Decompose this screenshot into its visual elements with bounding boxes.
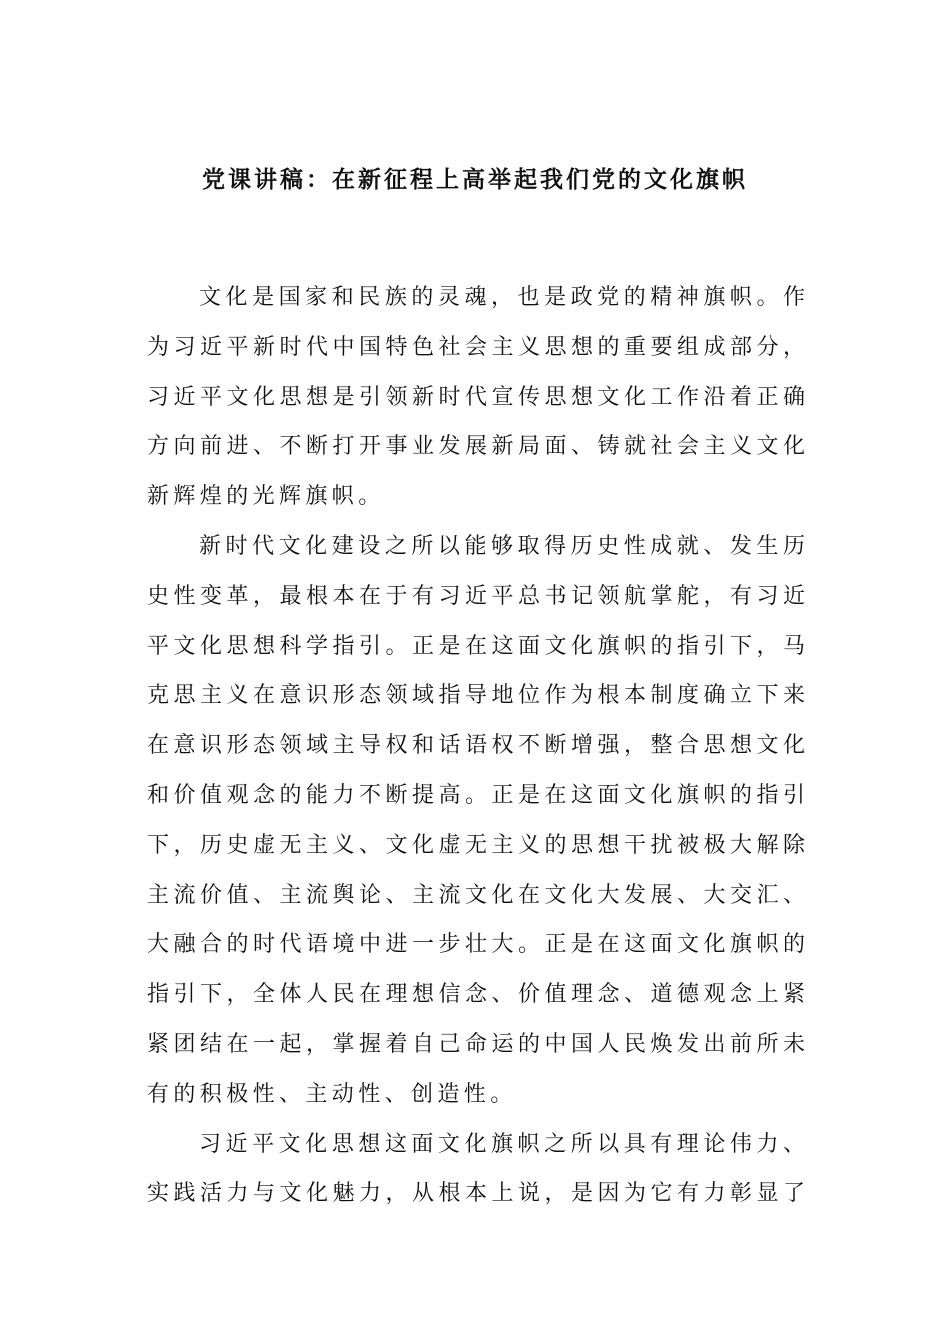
text-line: 紧团结在一起，掌握着自己命运的中国人民焕发出前所未 [147,1031,805,1057]
text-line: 新辉煌的光辉旗帜。 [147,484,385,510]
text-line: 文化是国家和民族的灵魂，也是政党的精神旗帜。作 [199,285,805,310]
text-line: 在意识形态领域主导权和话语权不断增强，整合思想文化 [147,733,805,759]
paragraph [147,280,805,529]
text-line: 平文化思想科学指引。正是在这面文化旗帜的指引下，马 [147,633,805,659]
text-line: 和价值观念的能力不断提高。正是在这面文化旗帜的指引 [147,782,805,808]
text-line: 克思主义在意识形态领域指导地位作为根本制度确立下来 [147,683,805,709]
paragraph [147,1127,805,1227]
text-line: 为习近平新时代中国特色社会主义思想的重要组成部分， [147,334,805,360]
text-line: 有的积极性、主动性、创造性。 [147,1081,517,1107]
text-line: 习近平文化思想这面文化旗帜之所以具有理论伟力、 [199,1131,805,1157]
text-line: 实践活力与文化魅力，从根本上说，是因为它有力彰显了 [147,1181,805,1207]
text-line: 方向前进、不断打开事业发展新局面、铸就社会主义文化 [147,434,805,460]
text-line: 史性变革，最根本在于有习近平总书记领航掌舵，有习近 [147,583,805,609]
text-line: 新时代文化建设之所以能够取得历史性成就、发生历 [199,533,805,559]
text-line: 主流价值、主流舆论、主流文化在文化大发展、大交汇、 [147,882,805,908]
paragraph [147,529,805,1127]
document-title: 党课讲稿：在新征程上高举起我们党的文化旗帜 [202,167,748,193]
text-line: 下，历史虚无主义、文化虚无主义的思想干扰被极大解除 [147,832,805,858]
document-body [147,280,805,1226]
text-line: 习近平文化思想是引领新时代宣传思想文化工作沿着正确 [147,384,805,410]
text-line: 指引下，全体人民在理想信念、价值理念、道德观念上紧 [147,982,805,1008]
text-line: 大融合的时代语境中进一步壮大。正是在这面文化旗帜的 [147,932,805,958]
